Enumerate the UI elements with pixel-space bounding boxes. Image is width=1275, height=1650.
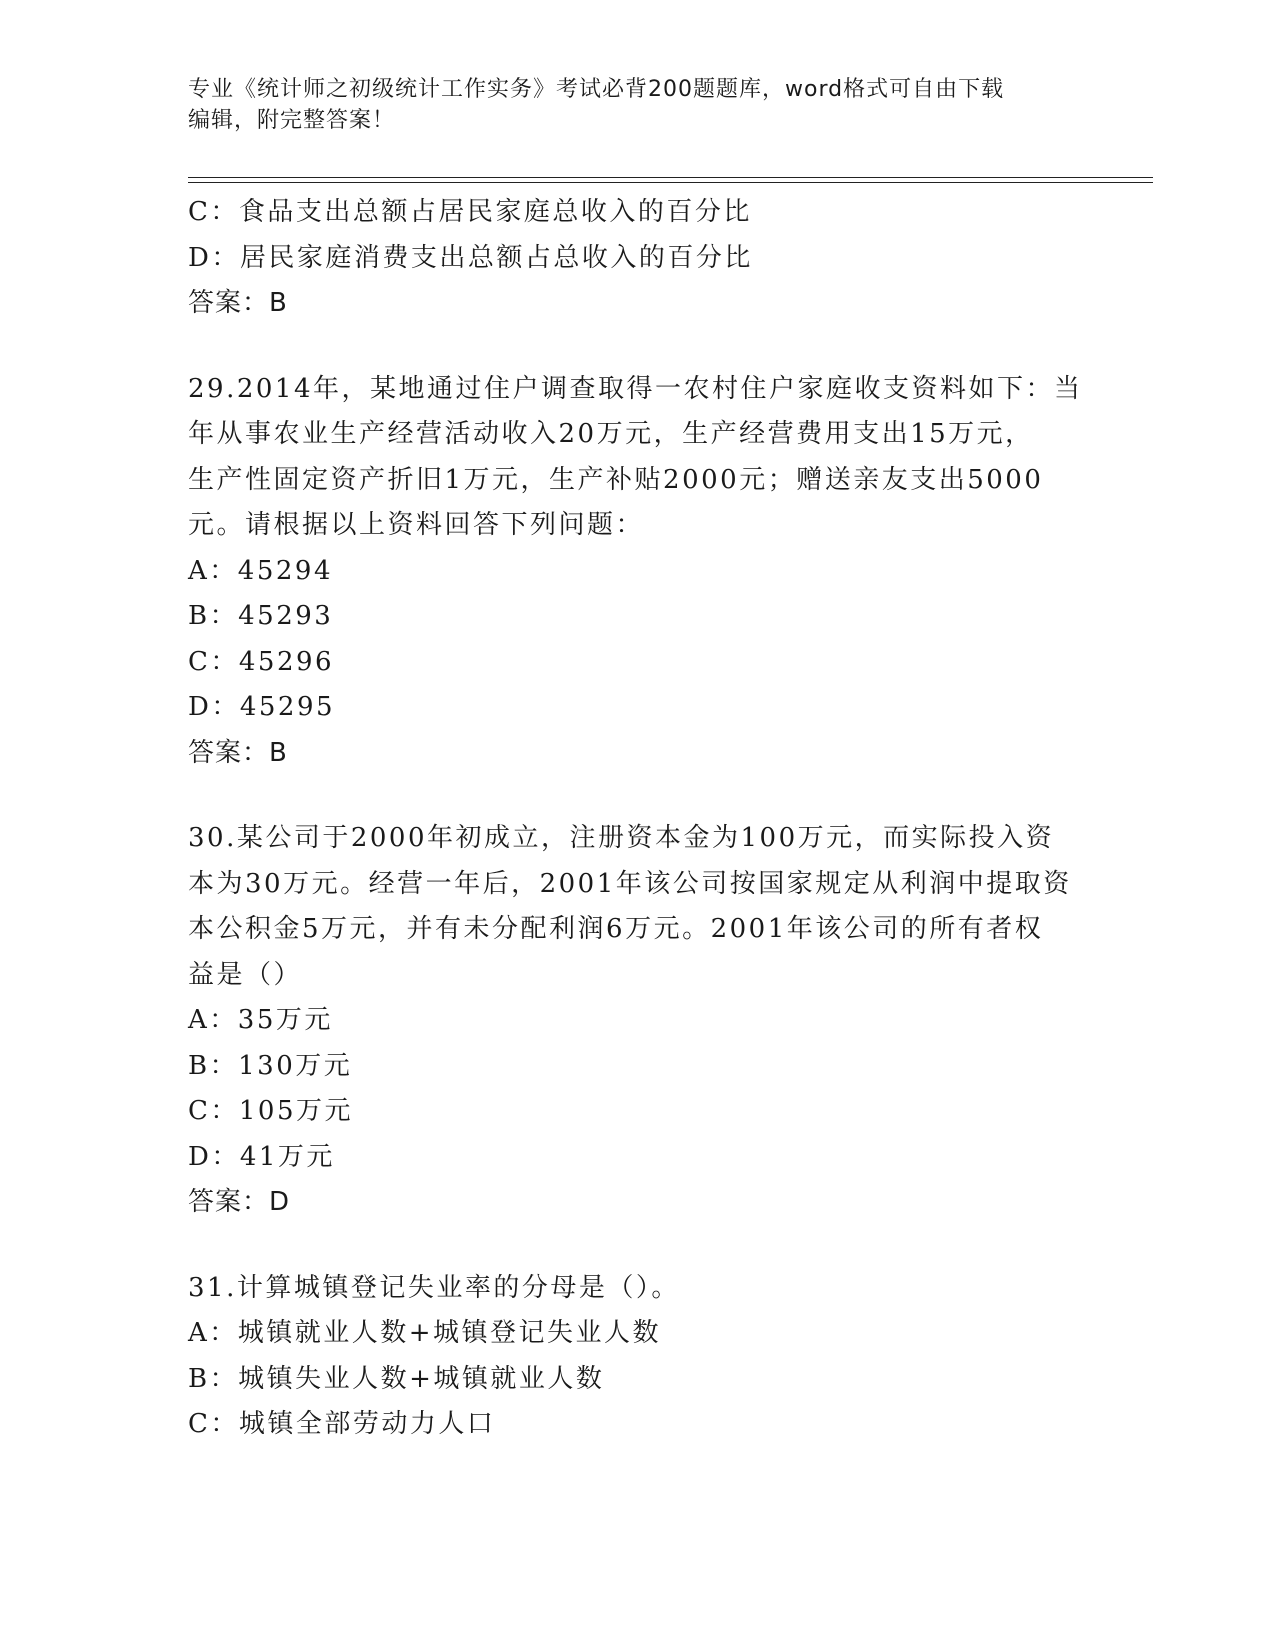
option-a: A：城镇就业人数+城镇登记失业人数 bbox=[188, 1318, 662, 1348]
option-d: D：45295 bbox=[188, 692, 336, 722]
question-text-line: 元。请根据以上资料回答下列问题： bbox=[188, 510, 645, 540]
option-b: B：130万元 bbox=[188, 1050, 353, 1081]
question-28-continuation bbox=[188, 190, 1088, 327]
option-b: B：城镇失业人数+城镇就业人数 bbox=[188, 1363, 605, 1394]
option-b: B：45293 bbox=[188, 601, 334, 631]
option-d: D：41万元 bbox=[188, 1141, 335, 1172]
spacer bbox=[188, 1226, 1088, 1266]
option-a: A：35万元 bbox=[188, 1005, 333, 1035]
document-body bbox=[188, 190, 1088, 1448]
question-30 bbox=[188, 816, 1088, 1226]
option-a: A：45294 bbox=[188, 555, 333, 586]
header-divider-top bbox=[188, 177, 1153, 178]
question-text-line: 30.某公司于2000年初成立，注册资本金为100万元，而实际投入资 bbox=[188, 823, 1055, 853]
question-text-line: 益是（） bbox=[188, 959, 303, 990]
spacer bbox=[188, 776, 1088, 816]
answer-line: 答案：D bbox=[188, 1187, 291, 1217]
question-29 bbox=[188, 367, 1088, 777]
option-c: C：食品支出总额占居民家庭总收入的百分比 bbox=[188, 197, 752, 227]
header-line-2: 编辑，附完整答案！ bbox=[188, 108, 396, 133]
option-c: C：城镇全部劳动力人口 bbox=[188, 1409, 496, 1439]
question-text-line: 本公积金5万元，并有未分配利润6万元。2001年该公司的所有者权 bbox=[188, 914, 1044, 944]
answer-line: 答案：B bbox=[188, 737, 288, 768]
option-d: D：居民家庭消费支出总额占总收入的百分比 bbox=[188, 242, 753, 273]
question-text-line: 31.计算城镇登记失业率的分母是（）。 bbox=[188, 1272, 680, 1303]
option-c: C：105万元 bbox=[188, 1096, 354, 1126]
answer-line: 答案：B bbox=[188, 288, 288, 318]
spacer bbox=[188, 327, 1088, 367]
question-text-line: 本为30万元。经营一年后，2001年该公司按国家规定从利润中提取资 bbox=[188, 868, 1072, 899]
header-divider-bottom bbox=[188, 182, 1153, 183]
question-text-line: 年从事农业生产经营活动收入20万元，生产经营费用支出15万元， bbox=[188, 419, 1034, 449]
question-31 bbox=[188, 1266, 1088, 1448]
question-text-line: 生产性固定资产折旧1万元，生产补贴2000元；赠送亲友支出5000 bbox=[188, 464, 1044, 495]
question-text-line: 29.2014年，某地通过住户调查取得一农村住户家庭收支资料如下：当 bbox=[188, 373, 1083, 404]
header-line-1: 专业《统计师之初级统计工作实务》考试必背200题题库，word格式可自由下载 bbox=[188, 77, 1005, 102]
document-header bbox=[188, 74, 1088, 136]
option-c: C：45296 bbox=[188, 646, 335, 677]
